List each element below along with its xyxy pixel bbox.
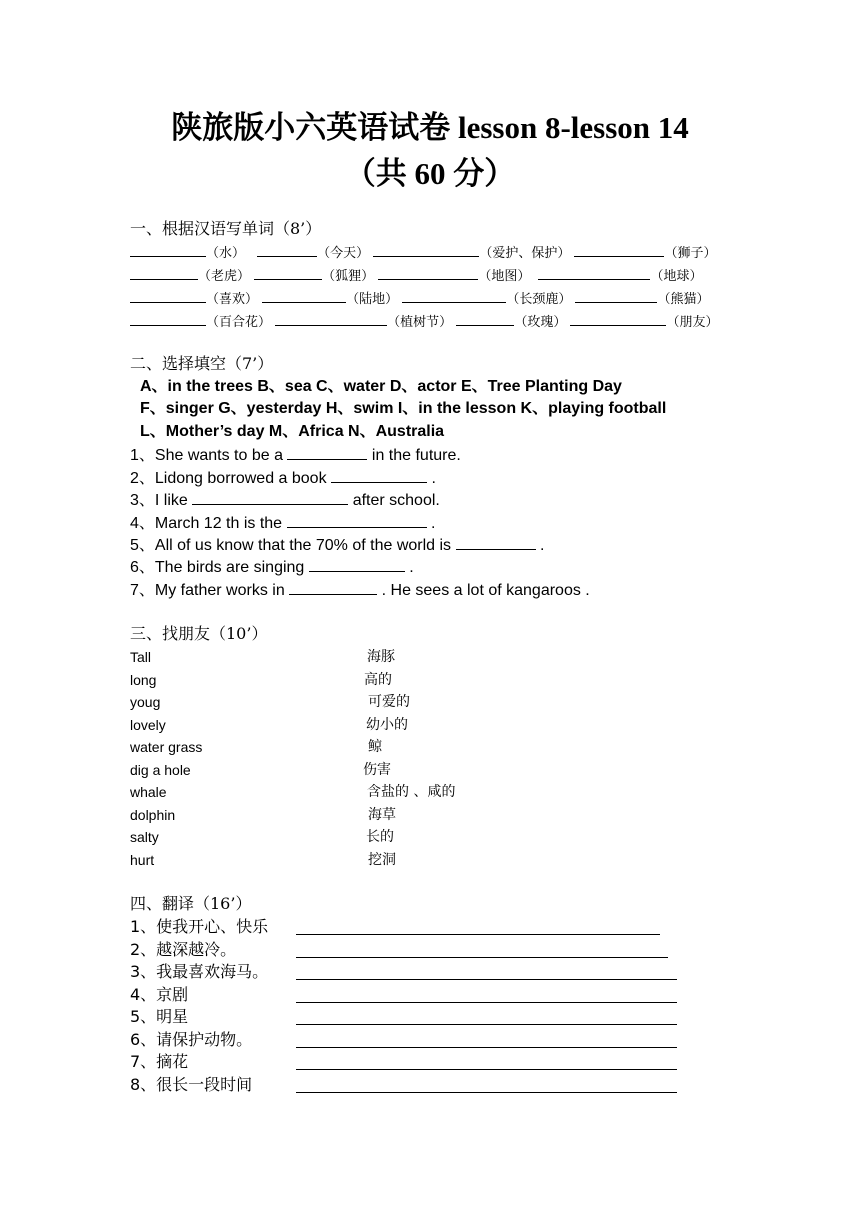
- hint: （长颈鹿）: [506, 292, 572, 307]
- hint: （熊猫）: [657, 292, 710, 307]
- translate-item: 8、很长一段时间: [130, 1075, 253, 1094]
- translate-item: 4、京剧: [130, 985, 189, 1004]
- question-6: 6、The birds are singing .: [130, 556, 414, 578]
- page-title: 陕旅版小六英语试卷 lesson 8-lesson 14: [171, 110, 689, 145]
- blank[interactable]: [378, 266, 478, 280]
- answer-line[interactable]: [296, 1024, 677, 1025]
- answer-line[interactable]: [296, 1092, 677, 1093]
- blank[interactable]: [456, 312, 514, 326]
- answer-line[interactable]: [296, 934, 660, 935]
- options-line-3: L、Mother’s day M、Africa N、Australia: [140, 423, 445, 440]
- answer-line[interactable]: [296, 979, 677, 980]
- match-chinese: 幼小的: [366, 717, 408, 733]
- question-5: 5、All of us know that the 70% of the world is .: [130, 534, 544, 556]
- hint: （陆地）: [346, 292, 399, 307]
- hint: （狐狸）: [322, 269, 375, 284]
- answer-blank[interactable]: [287, 512, 427, 528]
- hint: （地图）: [478, 269, 531, 284]
- blank[interactable]: [262, 289, 346, 303]
- blank[interactable]: [538, 266, 650, 280]
- blank[interactable]: [402, 289, 506, 303]
- match-chinese: 可爱的: [368, 694, 410, 710]
- blank[interactable]: [574, 243, 664, 257]
- translate-item: 5、明星: [130, 1007, 189, 1026]
- translate-item: 3、我最喜欢海马。: [130, 962, 269, 981]
- word-row-4: [130, 312, 718, 332]
- hint: （地球）: [650, 269, 703, 284]
- question-4: 4、March 12 th is the .: [130, 512, 435, 534]
- match-english: whale: [130, 784, 167, 800]
- answer-blank[interactable]: [309, 556, 405, 572]
- blank[interactable]: [130, 243, 206, 257]
- translate-item: 6、请保护动物。: [130, 1030, 253, 1049]
- match-chinese: 含盐的 、咸的: [367, 784, 456, 800]
- blank[interactable]: [130, 289, 206, 303]
- match-chinese: 高的: [364, 672, 392, 688]
- hint: （玫瑰）: [514, 315, 567, 330]
- answer-blank[interactable]: [192, 489, 348, 505]
- match-english: water grass: [130, 739, 203, 755]
- question-2: 2、Lidong borrowed a book .: [130, 467, 436, 489]
- question-3: 3、I like after school.: [130, 489, 440, 511]
- answer-line[interactable]: [296, 1069, 677, 1070]
- match-english: dig a hole: [130, 762, 191, 778]
- options-line-2: F、singer G、yesterday H、swim I、in the lesson K、playing football: [140, 400, 667, 417]
- blank[interactable]: [257, 243, 317, 257]
- match-chinese: 海豚: [367, 649, 395, 665]
- section4-heading: 四、翻译（16’）: [130, 894, 252, 913]
- match-chinese: 长的: [366, 829, 394, 845]
- match-chinese: 挖洞: [368, 852, 396, 868]
- page-subtitle: （共 60 分）: [344, 156, 516, 191]
- answer-blank[interactable]: [456, 534, 536, 550]
- translate-item: 1、使我开心、快乐: [130, 917, 269, 936]
- hint: （水）: [206, 246, 246, 261]
- question-1: 1、She wants to be a in the future.: [130, 444, 461, 466]
- blank[interactable]: [373, 243, 479, 257]
- blank[interactable]: [570, 312, 666, 326]
- hint: （狮子）: [664, 246, 717, 261]
- hint: （朋友）: [666, 315, 719, 330]
- match-english: youg: [130, 694, 161, 710]
- match-chinese: 海草: [368, 807, 396, 823]
- blank[interactable]: [575, 289, 657, 303]
- match-english: Tall: [130, 649, 152, 665]
- answer-line[interactable]: [296, 1047, 677, 1048]
- answer-line[interactable]: [296, 1002, 677, 1003]
- translate-item: 7、摘花: [130, 1052, 189, 1071]
- options-line-1: A、in the trees B、sea C、water D、actor E、Tree Planting Day: [140, 378, 622, 395]
- hint: （爱护、保护）: [479, 246, 571, 261]
- match-chinese: 鲸: [368, 739, 382, 755]
- blank[interactable]: [130, 266, 198, 280]
- answer-line[interactable]: [296, 957, 668, 958]
- section1-heading: 一、根据汉语写单词（8’）: [130, 219, 322, 238]
- hint: （今天）: [317, 246, 370, 261]
- question-7: 7、My father works in . He sees a lot of kangaroos .: [130, 579, 590, 601]
- blank[interactable]: [275, 312, 387, 326]
- word-row-1: [130, 243, 716, 263]
- match-english: dolphin: [130, 807, 176, 823]
- hint: （喜欢）: [206, 292, 259, 307]
- match-english: lovely: [130, 717, 166, 733]
- blank[interactable]: [130, 312, 206, 326]
- word-row-2: [130, 266, 702, 286]
- match-english: long: [130, 672, 157, 688]
- section3-heading: 三、找朋友（10’）: [130, 624, 268, 643]
- answer-blank[interactable]: [289, 579, 377, 595]
- answer-blank[interactable]: [331, 467, 427, 483]
- blank[interactable]: [254, 266, 322, 280]
- hint: （植树节）: [387, 315, 453, 330]
- match-english: hurt: [130, 852, 155, 868]
- hint: （老虎）: [198, 269, 251, 284]
- word-row-3: [130, 289, 709, 309]
- answer-blank[interactable]: [287, 444, 367, 460]
- section2-heading: 二、选择填空（7’）: [130, 354, 274, 373]
- translate-item: 2、越深越冷。: [130, 940, 237, 959]
- match-chinese: 伤害: [363, 762, 391, 778]
- hint: （百合花）: [206, 315, 272, 330]
- match-english: salty: [130, 829, 159, 845]
